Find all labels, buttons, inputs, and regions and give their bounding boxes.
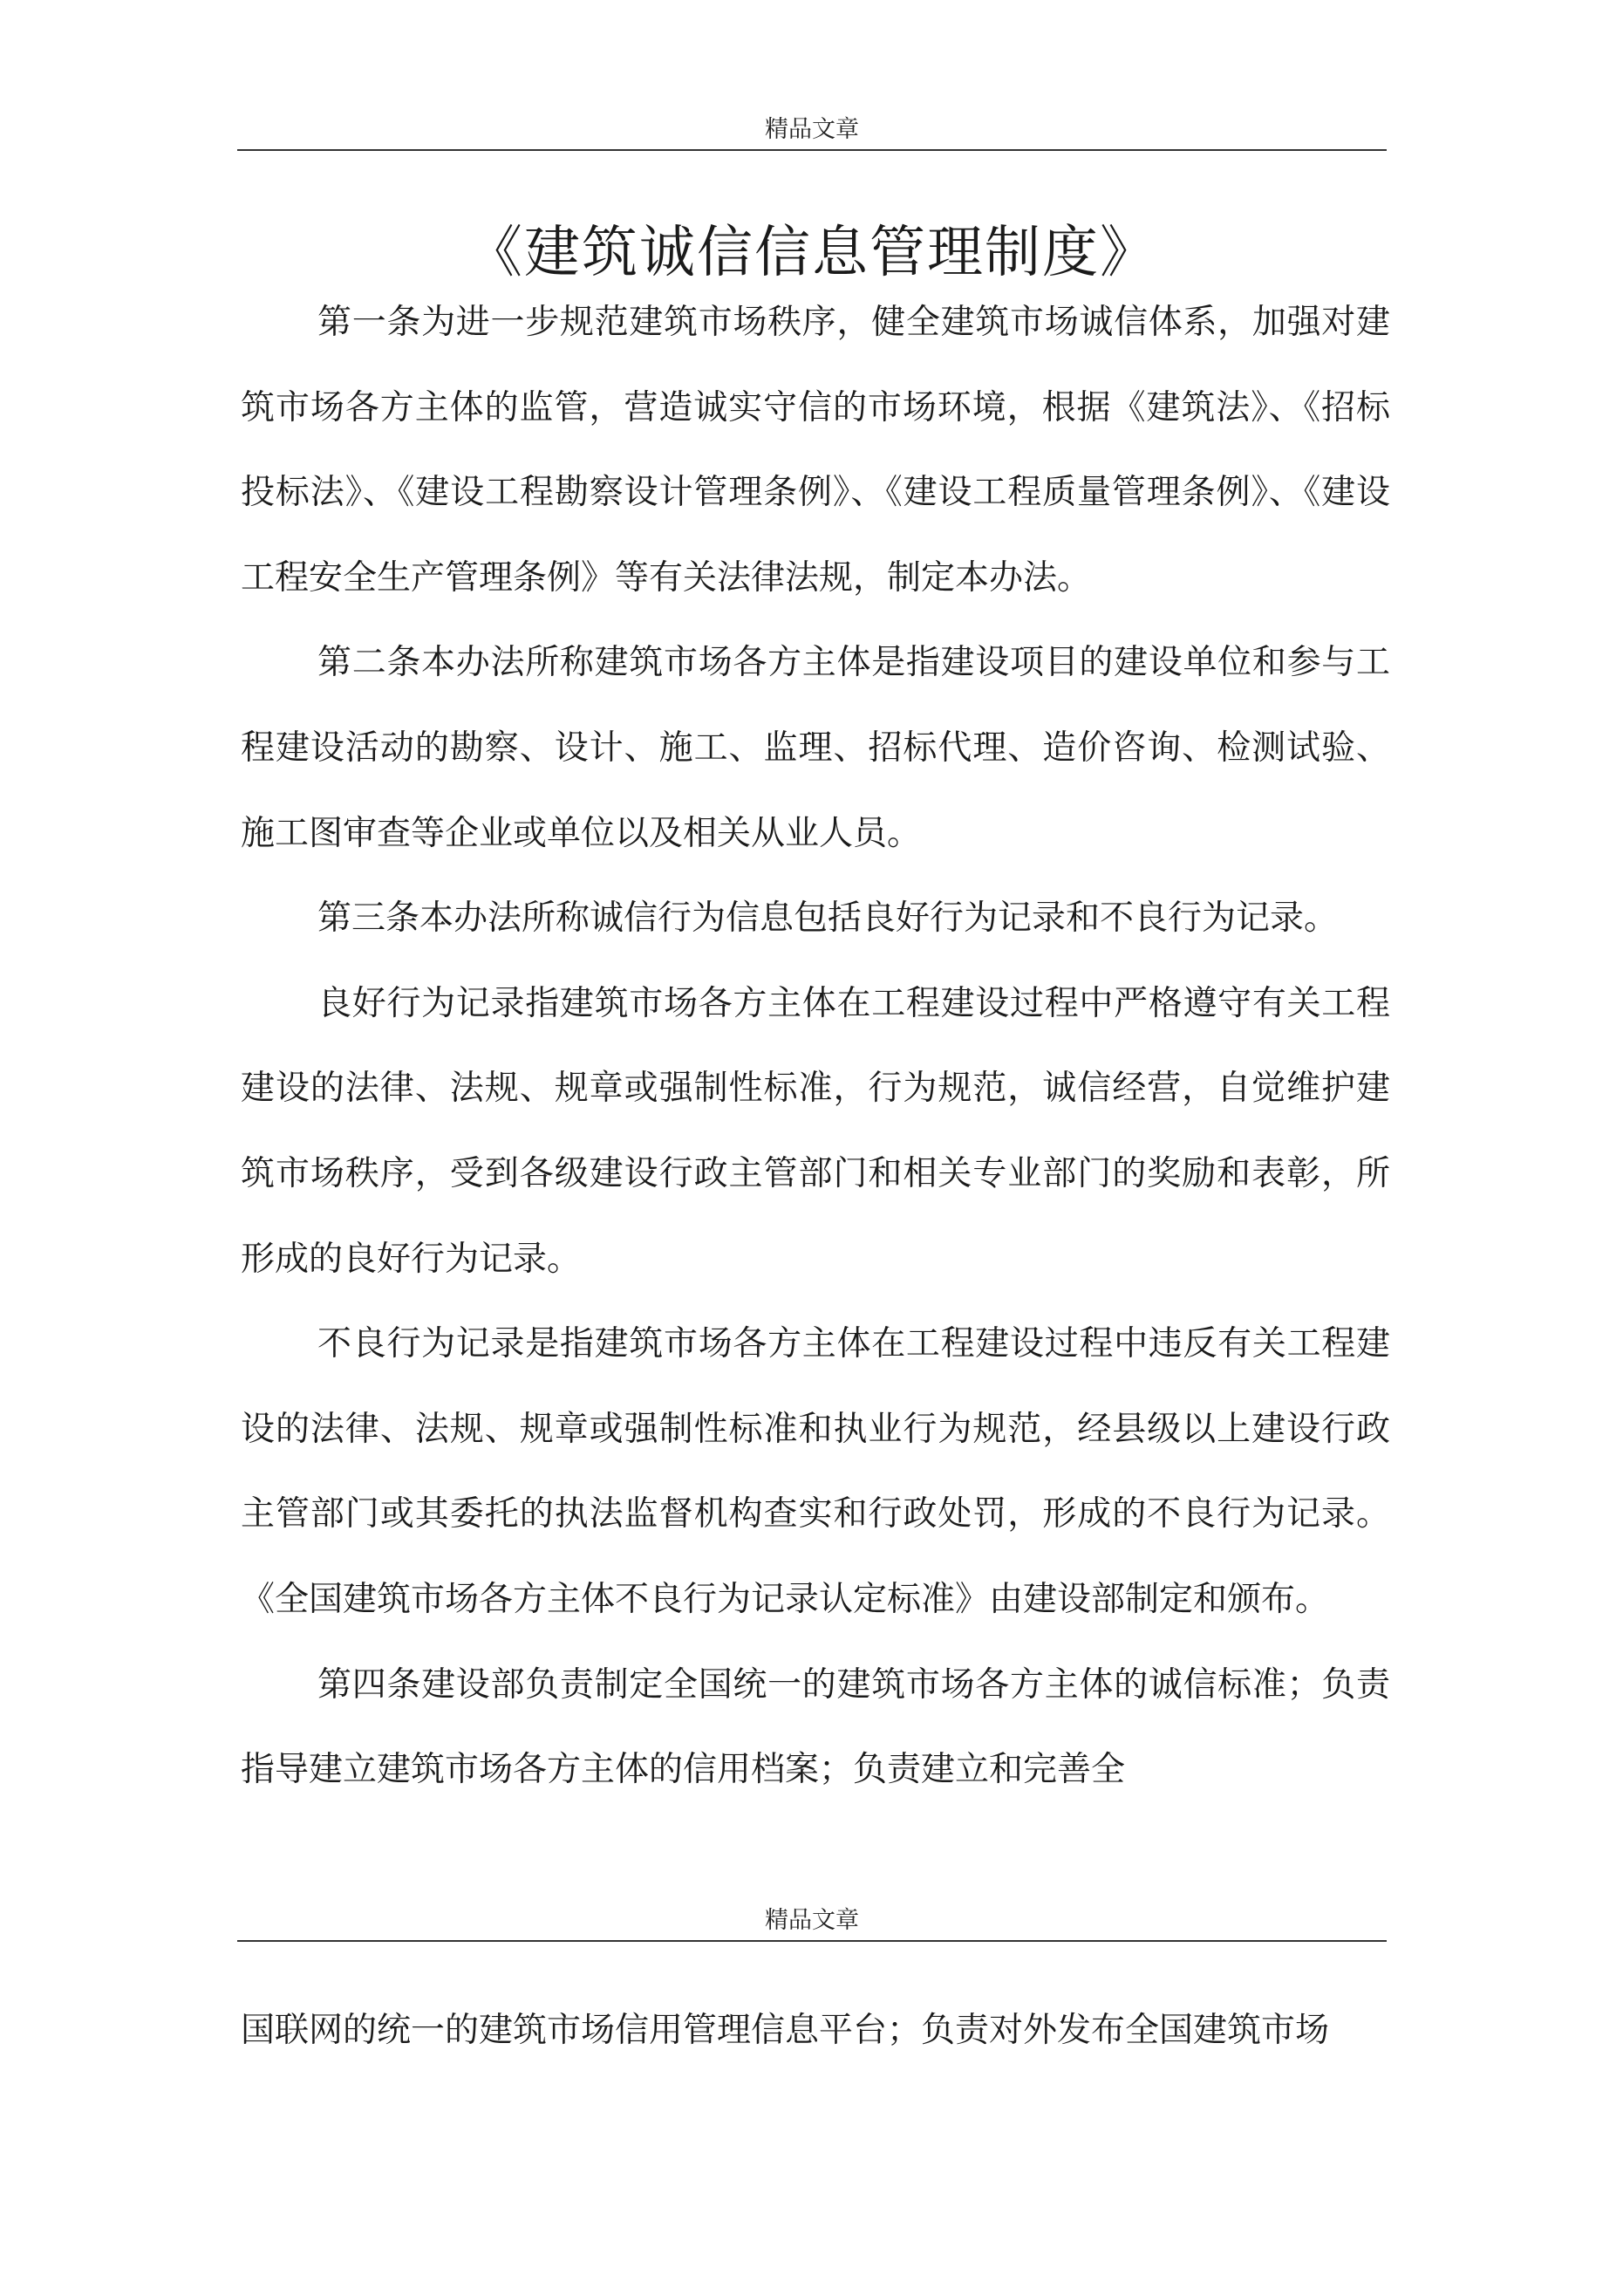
paragraph-good-record: 良好行为记录指建筑市场各方主体在工程建设过程中严格遵守有关工程建设的法律、法规、规章或强制性标准，行为规范，诚信经营，自觉维护建筑市场秩序，受到各级建设行政主管部门和相关专业部门的奖励和表彰，所形成的良好行为记录。 [241, 983, 1390, 1279]
header-rule-1 [237, 149, 1387, 151]
page-header-2: 精品文章 [765, 1907, 859, 1934]
paragraph-article-3: 第三条本办法所称诚信行为信息包括良好行为记录和不良行为记录。 [317, 899, 1339, 939]
page1-body [241, 280, 1390, 1813]
paragraph-article-4: 第四条建设部负责制定全国统一的建筑市场各方主体的诚信标准；负责指导建立建筑市场各方主体的信用档案；负责建立和完善全 [241, 1664, 1390, 1790]
header-rule-2 [237, 1940, 1387, 1942]
paragraph-article-1: 第一条为进一步规范建筑市场秩序，健全建筑市场诚信体系，加强对建筑市场各方主体的监管，营造诚实守信的市场环境，根据《建筑法》、《招标投标法》、《建设工程勘察设计管理条例》、《建设工程质量管理条例》、《建设工程安全生产管理条例》等有关法律法规，制定本办法。 [241, 303, 1390, 598]
page-header-1: 精品文章 [765, 116, 859, 143]
paragraph-article-4-continued: 国联网的统一的建筑市场信用管理信息平台；负责对外发布全国建筑市场 [241, 2011, 1330, 2050]
document-title: 《建筑诚信信息管理制度》 [467, 220, 1157, 285]
paragraph-article-2: 第二条本办法所称建筑市场各方主体是指建设项目的建设单位和参与工程建设活动的勘察、设计、施工、监理、招标代理、造价咨询、检测试验、施工图审查等企业或单位以及相关从业人员。 [241, 643, 1390, 853]
paragraph-bad-record: 不良行为记录是指建筑市场各方主体在工程建设过程中违反有关工程建设的法律、法规、规章或强制性标准和执业行为规范，经县级以上建设行政主管部门或其委托的执法监督机构查实和行政处罚，形成的不良行为记录。《全国建筑市场各方主体不良行为记录认定标准》由建设部制定和颁布。 [241, 1324, 1390, 1619]
page2-body [241, 1988, 1390, 2074]
